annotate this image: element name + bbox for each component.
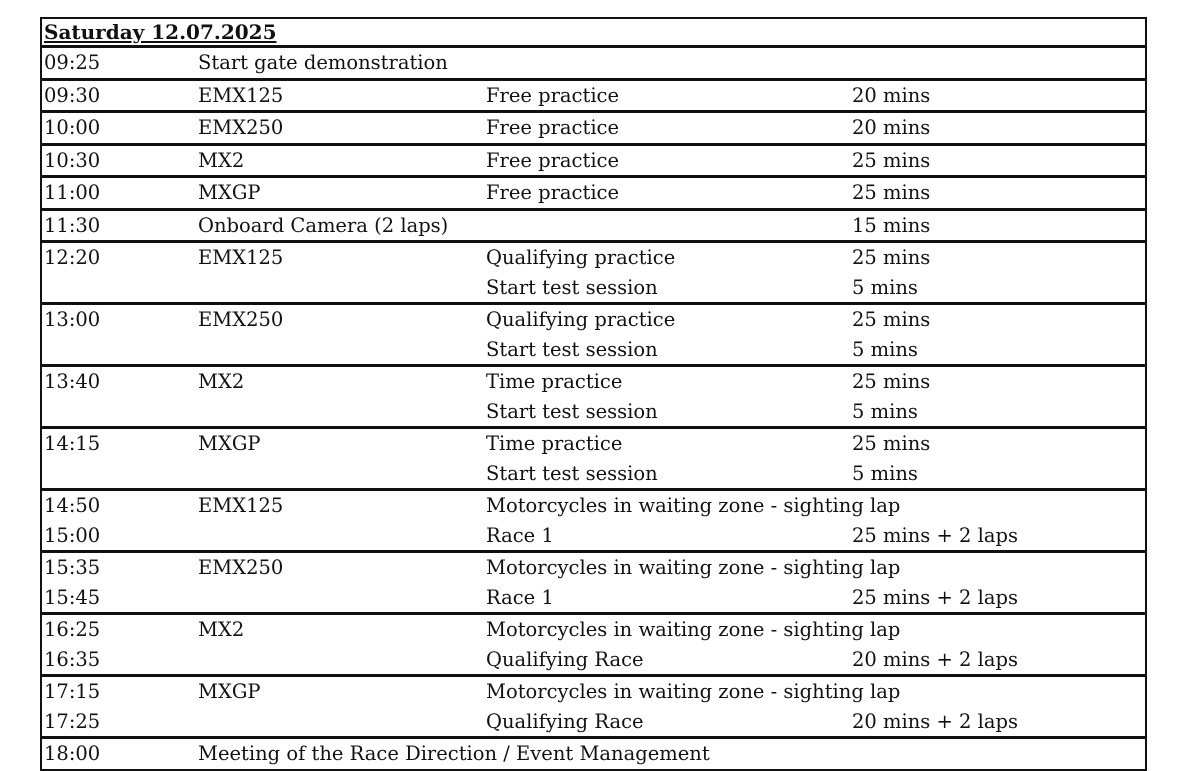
class-cell: MXGP [198,680,261,703]
duration-cell: 25 mins [852,370,931,393]
time-cell: 15:45 [44,585,101,609]
session-cell: Time practice [486,432,623,455]
schedule-line [42,459,1145,489]
class-cell: MXGP [198,181,261,204]
time-cell: 15:00 [44,523,101,547]
schedule-line [42,615,1145,645]
duration-cell: 20 mins [852,116,931,139]
session-cell: Motorcycles in waiting zone - sighting lap [486,494,901,517]
duration-cell: 25 mins [852,148,931,172]
schedule-row [42,146,1145,179]
duration-cell: 25 mins + 2 laps [852,523,1018,547]
session-cell: Qualifying Race [486,647,644,671]
schedule-title: Saturday 12.07.2025 [44,20,277,44]
schedule-row [42,113,1145,146]
session-cell: Free practice [486,83,620,107]
schedule-line [42,335,1145,365]
schedule-line [42,367,1145,397]
duration-cell: 25 mins [852,308,931,331]
schedule-table [40,17,1147,771]
time-cell: 18:00 [44,742,101,765]
time-cell: 16:25 [44,618,101,641]
class-cell: Meeting of the Race Direction / Event Management [198,742,710,765]
schedule-line [42,113,1145,143]
time-cell: 09:30 [44,83,101,107]
time-cell: 16:35 [44,647,101,671]
schedule-row [42,81,1145,114]
schedule-line [42,81,1145,111]
schedule-line [42,739,1145,769]
class-cell: MX2 [198,148,245,172]
time-cell: 14:50 [44,494,101,517]
session-cell: Free practice [486,116,620,139]
class-cell: EMX250 [198,308,284,331]
session-cell: Qualifying practice [486,308,676,331]
duration-cell: 20 mins + 2 laps [852,709,1018,733]
schedule-line [42,146,1145,176]
session-cell: Motorcycles in waiting zone - sighting lap [486,618,901,641]
class-cell: Start gate demonstration [198,51,448,74]
schedule-line [42,521,1145,551]
schedule-line [42,583,1145,613]
schedule-line [42,273,1145,303]
time-cell: 09:25 [44,51,101,74]
session-cell: Free practice [486,148,620,172]
duration-cell: 5 mins [852,275,918,299]
time-cell: 10:30 [44,148,101,172]
duration-cell: 5 mins [852,337,918,361]
time-cell: 13:00 [44,308,101,331]
session-cell: Start test session [486,275,658,299]
duration-cell: 25 mins + 2 laps [852,585,1018,609]
session-cell: Free practice [486,181,620,204]
class-cell: MX2 [198,370,245,393]
schedule-row [42,211,1145,244]
session-cell: Race 1 [486,523,554,547]
schedule-row [42,305,1145,367]
schedule-line [42,645,1145,675]
schedule-line [42,397,1145,427]
duration-cell: 15 mins [852,213,931,237]
schedule-line [42,211,1145,241]
schedule-line [42,48,1145,78]
class-cell: EMX125 [198,246,284,269]
time-cell: 13:40 [44,370,101,393]
duration-cell: 25 mins [852,246,931,269]
duration-cell: 20 mins [852,83,931,107]
time-cell: 11:00 [44,181,101,204]
schedule-row [42,553,1145,615]
class-cell: EMX125 [198,83,284,107]
time-cell: 17:25 [44,709,101,733]
schedule-body [42,48,1145,769]
schedule-row [42,367,1145,429]
session-cell: Start test session [486,337,658,361]
schedule-row [42,48,1145,81]
time-cell: 10:00 [44,116,101,139]
session-cell: Qualifying practice [486,246,676,269]
schedule-row [42,739,1145,769]
schedule-row [42,243,1145,305]
time-cell: 17:15 [44,680,101,703]
schedule-line [42,178,1145,208]
class-cell: Onboard Camera (2 laps) [198,213,449,237]
schedule-line [42,305,1145,335]
class-cell: EMX125 [198,494,284,517]
session-cell: Time practice [486,370,623,393]
schedule-row [42,429,1145,491]
time-cell: 15:35 [44,556,101,579]
session-cell: Qualifying Race [486,709,644,733]
class-cell: EMX250 [198,116,284,139]
duration-cell: 25 mins [852,432,931,455]
schedule-line [42,707,1145,737]
time-cell: 12:20 [44,246,101,269]
duration-cell: 20 mins + 2 laps [852,647,1018,671]
schedule-row [42,178,1145,211]
schedule-line [42,243,1145,273]
duration-cell: 5 mins [852,399,918,423]
schedule-line [42,429,1145,459]
class-cell: MXGP [198,432,261,455]
schedule-line [42,491,1145,521]
schedule-row [42,615,1145,677]
session-cell: Motorcycles in waiting zone - sighting lap [486,680,901,703]
session-cell: Race 1 [486,585,554,609]
session-cell: Start test session [486,461,658,485]
schedule-line [42,677,1145,707]
time-cell: 11:30 [44,213,101,237]
session-cell: Start test session [486,399,658,423]
duration-cell: 25 mins [852,181,931,204]
session-cell: Motorcycles in waiting zone - sighting lap [486,556,901,579]
duration-cell: 5 mins [852,461,918,485]
schedule-row [42,491,1145,553]
time-cell: 14:15 [44,432,101,455]
class-cell: EMX250 [198,556,284,579]
schedule-header [42,19,1145,48]
schedule-row [42,677,1145,739]
class-cell: MX2 [198,618,245,641]
schedule-line [42,553,1145,583]
